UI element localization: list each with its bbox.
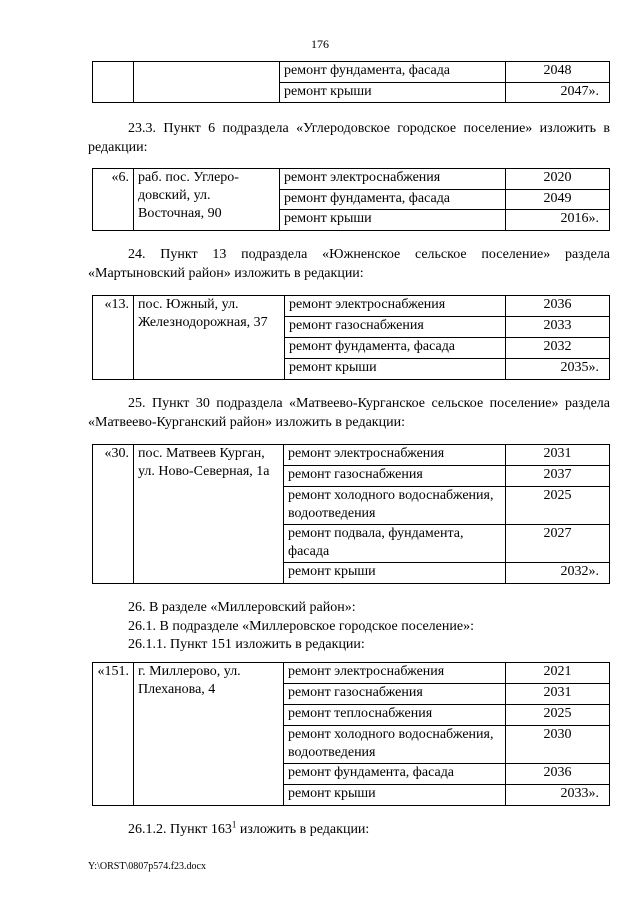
address-cell: пос. Южный, ул. Железнодорожная, 37: [134, 296, 285, 380]
paragraph-26-1-2: [128, 820, 369, 839]
work-cell: ремонт теплоснабжения: [284, 705, 506, 726]
paragraph-25: 25. Пункт 30 подраздела «Матвеево-Курганское сельское поселение» раздела «Матвеево-Курганский район» изложить в редакции:: [88, 396, 610, 430]
page-number: 176: [311, 37, 329, 51]
work-cell: ремонт газоснабжения: [284, 684, 506, 705]
year-cell: 2031: [506, 445, 610, 466]
year-cell: 2032».: [506, 563, 610, 584]
table-row: [93, 296, 610, 317]
year-cell: 2036: [506, 296, 610, 317]
work-cell: ремонт фундамента, фасада: [280, 190, 506, 210]
paragraph-24: 24. Пункт 13 подраздела «Южненское сельское поселение» раздела «Мартыновский район» изложить в редакции:: [88, 247, 610, 281]
year-cell: 2016».: [506, 210, 610, 231]
table-item-151: [92, 662, 610, 806]
work-cell: ремонт крыши: [280, 83, 506, 103]
work-cell: ремонт электроснабжения: [280, 169, 506, 190]
num-cell: «6.: [93, 169, 134, 231]
year-cell: 2049: [506, 190, 610, 210]
work-cell: ремонт фундамента, фасада: [285, 338, 506, 359]
table-row: [93, 62, 610, 83]
year-cell: 2020: [506, 169, 610, 190]
year-cell: 2047».: [506, 83, 610, 103]
year-cell: 2037: [506, 466, 610, 487]
num-cell: «13.: [93, 296, 134, 380]
work-cell: ремонт фундамента, фасада: [280, 62, 506, 83]
paragraph-26-1-2-start: 26.1.2. Пункт 163: [128, 822, 232, 837]
year-cell: 2032: [506, 338, 610, 359]
num-cell: «30.: [93, 445, 134, 584]
address-cell: [134, 62, 280, 103]
year-cell: 2027: [506, 525, 610, 563]
table-continuation: [92, 61, 610, 103]
num-cell: «151.: [93, 663, 134, 806]
paragraph-26-1: 26.1. В подразделе «Миллеровское городское поселение»:: [128, 619, 474, 634]
work-cell: ремонт электроснабжения: [284, 663, 506, 684]
footer-file-path: Y:\ORST\0807p574.f23.docx: [88, 861, 206, 872]
year-cell: 2035».: [506, 359, 610, 380]
address-cell: раб. пос. Углеро-довский, ул. Восточная, 90: [134, 169, 280, 231]
work-cell: ремонт крыши: [284, 785, 506, 806]
table-item-13: [92, 295, 610, 380]
work-cell: ремонт холодного водоснабжения, водоотведения: [284, 487, 506, 525]
work-cell: ремонт электроснабжения: [285, 296, 506, 317]
num-cell: [93, 62, 134, 103]
year-cell: 2033: [506, 317, 610, 338]
address-cell: пос. Матвеев Курган, ул. Ново-Северная, 1а: [134, 445, 284, 584]
superscript: 1: [231, 819, 237, 830]
year-cell: 2036: [506, 764, 610, 785]
table-item-6: [92, 168, 610, 231]
work-cell: ремонт газоснабжения: [284, 466, 506, 487]
work-cell: ремонт крыши: [280, 210, 506, 231]
year-cell: 2030: [506, 726, 610, 764]
work-cell: ремонт крыши: [284, 563, 506, 584]
year-cell: 2048: [506, 62, 610, 83]
work-cell: ремонт фундамента, фасада: [284, 764, 506, 785]
table-item-30: [92, 444, 610, 584]
year-cell: 2031: [506, 684, 610, 705]
year-cell: 2033».: [506, 785, 610, 806]
year-cell: 2025: [506, 705, 610, 726]
work-cell: ремонт холодного водоснабжения, водоотведения: [284, 726, 506, 764]
paragraph-23-3: 23.3. Пункт 6 подраздела «Углеродовское городское поселение» изложить в редакции:: [88, 121, 610, 155]
work-cell: ремонт подвала, фундамента, фасада: [284, 525, 506, 563]
address-cell: г. Миллерово, ул. Плеханова, 4: [134, 663, 284, 806]
table-row: [93, 445, 610, 466]
work-cell: ремонт крыши: [285, 359, 506, 380]
work-cell: ремонт электроснабжения: [284, 445, 506, 466]
paragraph-26-1-1: 26.1.1. Пункт 151 изложить в редакции:: [128, 637, 365, 652]
year-cell: 2021: [506, 663, 610, 684]
table-row: [93, 663, 610, 684]
paragraph-26-1-2-end: изложить в редакции:: [236, 822, 370, 837]
year-cell: 2025: [506, 487, 610, 525]
table-row: [93, 169, 610, 190]
work-cell: ремонт газоснабжения: [285, 317, 506, 338]
paragraph-26: 26. В разделе «Миллеровский район»:: [128, 600, 356, 615]
